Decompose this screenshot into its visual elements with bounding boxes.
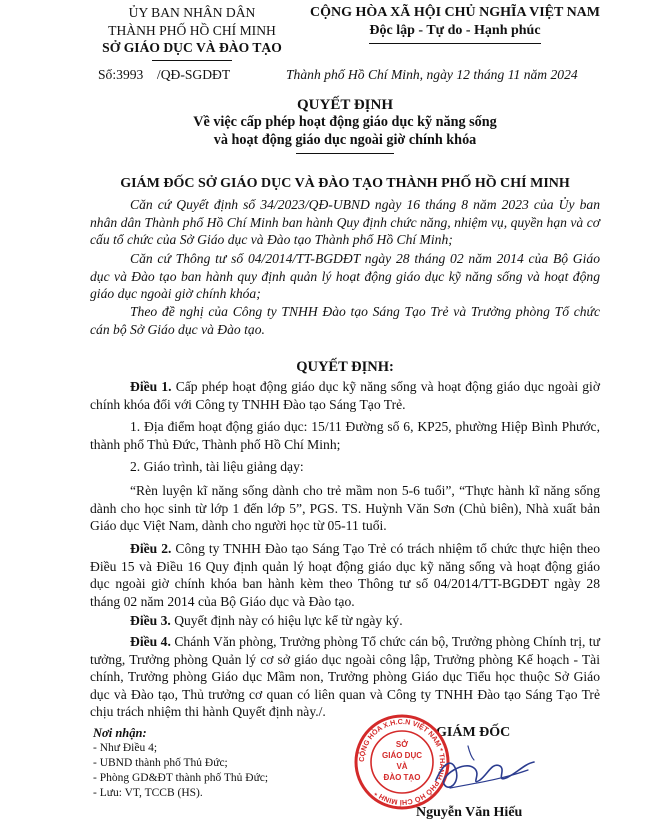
national-motto-block (300, 4, 610, 44)
date-year: năm 2024 (523, 67, 578, 82)
article-1-text: Cấp phép hoạt động giáo dục kỹ năng sống và hoạt động giáo dục ngoài giờ chính khóa đối với Công ty TNHH Đào tạo Sáng Tạo Trẻ. (90, 379, 601, 412)
article-1 (90, 378, 600, 413)
date-prefix: Thành phố Hồ Chí Minh, ngày (286, 67, 453, 82)
date-month: 11 (507, 67, 521, 82)
recipient-item: - Như Điều 4; (93, 742, 158, 754)
document-number-suffix: /QĐ-SGDĐT (156, 67, 231, 82)
header-right-divider (369, 43, 541, 44)
document-number-prefix: Số: (98, 67, 117, 82)
article-3-label: Điều 3. (130, 613, 171, 628)
issuing-body-line3: SỞ GIÁO DỤC VÀ ĐÀO TẠO (102, 40, 282, 55)
recipient-item: - UBND thành phố Thủ Đức; (93, 757, 228, 769)
article-2-text: Công ty TNHH Đào tạo Sáng Tạo Trẻ có trách nhiệm tổ chức thực hiện theo Điều 15 và Điều 16 Quy định quản lý hoạt động giáo dục kỹ năng sống và hoạt động giáo dục ngoài giờ chính khóa ban hành kèm theo Thông tư số 04/2014/TT-BGDĐT ngày 28 tháng 02 năm 2014 của Bộ Giáo dục và Đào tạo. (90, 541, 601, 609)
preamble-paragraph-2: Căn cứ Thông tư số 04/2014/TT-BGDĐT ngày 28 tháng 02 năm 2014 của Bộ Giáo dục và Đào tạo ban hành quy định quản lý hoạt động giáo dục kỹ năng sống và hoạt động giáo dục ngoài giờ chính khóa; (90, 251, 600, 301)
article-4-text: Chánh Văn phòng, Trưởng phòng Tổ chức cán bộ, Trưởng phòng Chính trị, tư tưởng, Trưởng phòng Quản lý cơ sở giáo dục ngoài công lập, Trưởng phòng Kế hoạch - Tài chính, Trưởng phòng Giáo dục Mầm non, Trưởng phòng Giáo dục Tiểu học thuộc Sở Giáo dục và Đào tạo, Thủ trưởng cơ quan có liên quan và Công ty TNHH Đào tạo Sáng Tạo Trẻ chịu trách nhiệm thi hành Quyết định này./. (90, 634, 601, 719)
seal-center-line3: VÀ (396, 762, 408, 771)
recipient-item: - Phòng GD&ĐT thành phố Thủ Đức; (93, 772, 269, 784)
seal-center-line4: ĐÀO TẠO (383, 773, 421, 782)
seal-ring-text: CỘNG HÒA X.H.C.N VIỆT NAM * THÀNH PHỐ HỒ CHÍ MINH * (356, 716, 448, 808)
article-4 (90, 633, 600, 721)
article-3 (90, 612, 600, 630)
seal-center-line1: SỞ (395, 740, 409, 749)
article-1-item-1: 1. Địa điểm hoạt động giáo dục: 15/11 Đường số 6, KP25, phường Hiệp Bình Phước, thành phố Thủ Đức, Thành phố Hồ Chí Minh; (90, 419, 600, 452)
document-date (286, 66, 606, 84)
article-1-label: Điều 1. (130, 379, 172, 394)
document-number (98, 66, 230, 84)
document-subject-line1: Về việc cấp phép hoạt động giáo dục kỹ năng sống (193, 114, 497, 130)
document-number-value: 3993 (116, 67, 144, 82)
recipient-item: - Lưu: VT, TCCB (HS). (93, 787, 203, 799)
authority-heading: GIÁM ĐỐC SỞ GIÁO DỤC VÀ ĐÀO TẠO THÀNH PHỐ HỒ CHÍ MINH (120, 176, 570, 191)
issuing-body-block (92, 4, 292, 61)
handwritten-signature (430, 740, 550, 806)
preamble-paragraph-1: Căn cứ Quyết định số 34/2023/QĐ-UBND ngày 16 tháng 8 năm 2023 của Ủy ban nhân dân Thành phố Hồ Chí Minh ban hành Quy định chức năng, nhiệm vụ, quyền hạn và cơ cấu tổ chức của Sở Giáo dục và Đào tạo Thành phố Hồ Chí Minh; (90, 197, 600, 247)
subject-divider (296, 153, 394, 154)
signer-name: Nguyễn Văn Hiếu (416, 805, 523, 820)
recipients-block (93, 726, 323, 801)
article-4-label: Điều 4. (130, 634, 171, 649)
article-2 (90, 540, 600, 610)
date-day: 12 (456, 67, 470, 82)
article-1-item-2: 2. Giáo trình, tài liệu giảng dạy: (130, 459, 304, 474)
article-2-label: Điều 2. (130, 541, 172, 556)
document-title: QUYẾT ĐỊNH (297, 97, 393, 113)
article-3-text: Quyết định này có hiệu lực kể từ ngày ký. (174, 613, 403, 628)
issuing-body-line2: THÀNH PHỐ HỒ CHÍ MINH (108, 22, 276, 38)
date-month-word: tháng (473, 67, 505, 82)
issuing-body-line1: ỦY BAN NHÂN DÂN (128, 5, 256, 20)
article-1-item-2-text: “Rèn luyện kĩ năng sống dành cho trẻ mầm non 5-6 tuổi”, “Thực hành kĩ năng sống dành cho học sinh từ lớp 1 đến lớp 5”, PGS. TS. Huỳnh Văn Sơn (Chủ biên), Nhà xuất bản Giáo dục Việt Nam, dành cho người học từ 05-11 tuổi. (90, 483, 600, 533)
national-motto: Độc lập - Tự do - Hạnh phúc (369, 23, 541, 38)
preamble-paragraph-3: Theo đề nghị của Công ty TNHH Đào tạo Sáng Tạo Trẻ và Trưởng phòng Tổ chức cán bộ Sở Giáo dục và Đào tạo. (90, 304, 600, 337)
decision-heading: QUYẾT ĐỊNH: (296, 359, 394, 375)
national-title: CỘNG HÒA XÃ HỘI CHỦ NGHĨA VIỆT NAM (309, 5, 600, 20)
document-subject-line2: và hoạt động giáo dục ngoài giờ chính khóa (213, 132, 477, 148)
header-left-divider (152, 60, 232, 61)
signer-title: GIÁM ĐỐC (436, 725, 511, 740)
seal-center-line2: GIÁO DỤC (382, 751, 422, 760)
recipients-heading: Nơi nhận: (93, 726, 147, 740)
